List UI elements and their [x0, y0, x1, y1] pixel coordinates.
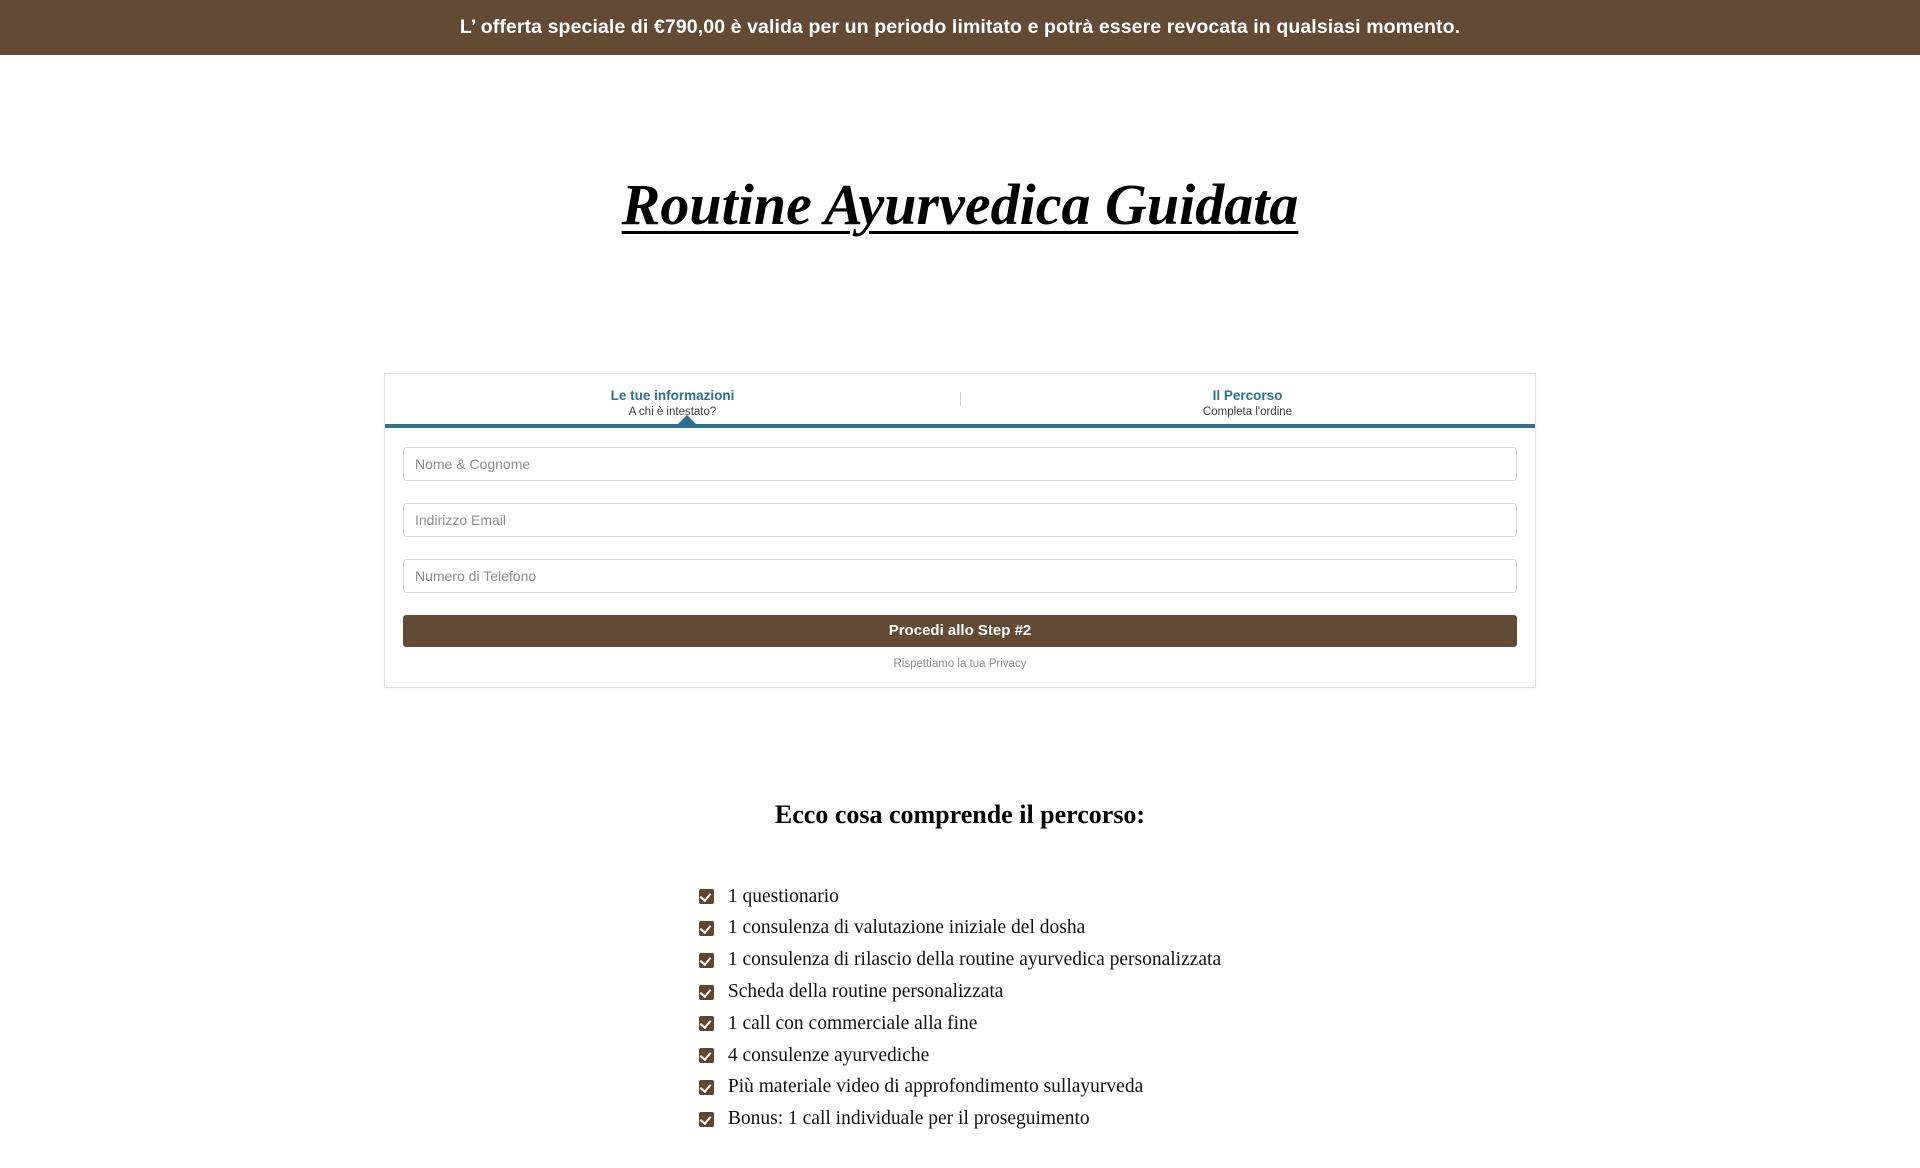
- list-item-label: 1 consulenza di valutazione iniziale del dosha: [727, 917, 1086, 939]
- full-name-input[interactable]: [403, 447, 1517, 481]
- check-icon: [699, 1048, 714, 1063]
- check-icon: [699, 889, 714, 904]
- list-item: [699, 1011, 1221, 1037]
- list-item: [699, 979, 1221, 1005]
- email-input[interactable]: [403, 503, 1517, 537]
- step-progress-fill: [385, 424, 1535, 428]
- list-item-label: 1 questionario: [727, 885, 839, 907]
- checkout-form: [385, 428, 1535, 687]
- list-item: [699, 1074, 1221, 1100]
- list-item: [699, 1106, 1221, 1132]
- check-icon: [699, 1080, 714, 1095]
- list-item-label: 4 consulenze ayurvediche: [727, 1044, 930, 1066]
- list-item: [699, 884, 1221, 910]
- list-item-label: 1 call con commerciale alla fine: [727, 1012, 978, 1034]
- check-icon: [699, 953, 714, 968]
- step-2-the-path[interactable]: [960, 388, 1535, 424]
- step-2-subtitle: Completa l'ordine: [1202, 406, 1293, 419]
- step-progress-caret-icon: [678, 415, 696, 424]
- check-icon: [699, 1112, 714, 1127]
- phone-input[interactable]: [403, 559, 1517, 593]
- step-1-title: Le tue informazioni: [610, 387, 735, 403]
- step-1-your-information[interactable]: [385, 388, 960, 424]
- proceed-to-step-2-button[interactable]: Procedi allo Step #2: [403, 615, 1517, 647]
- step-1-subtitle: A chi è intestato?: [628, 406, 717, 419]
- list-item: [699, 947, 1221, 973]
- privacy-note: Rispettiamo la tua Privacy: [893, 657, 1027, 670]
- checkout-steps: [385, 374, 1535, 424]
- check-icon: [699, 985, 714, 1000]
- bottom-spacer: [0, 1138, 1920, 1168]
- hero-section: [0, 55, 1920, 276]
- includes-list: [699, 884, 1221, 1139]
- checkout-card-wrapper: [0, 373, 1920, 688]
- list-item: [699, 915, 1221, 941]
- includes-section: [0, 800, 1920, 1139]
- list-item-label: Bonus: 1 call individuale per il proseguimento: [727, 1108, 1090, 1130]
- page-title: Routine Ayurvedica Guidata: [621, 171, 1299, 237]
- list-item-label: Più materiale video di approfondimento sullayurveda: [727, 1076, 1144, 1098]
- includes-title: Ecco cosa comprende il percorso:: [774, 799, 1146, 829]
- checkout-card: [384, 373, 1536, 688]
- check-icon: [699, 1016, 714, 1031]
- step-2-title: Il Percorso: [1212, 387, 1283, 403]
- step-progress-track: [385, 424, 1535, 428]
- list-item-label: Scheda della routine personalizzata: [727, 980, 1004, 1002]
- announcement-text: L’ offerta speciale di €790,00 è valida per un periodo limitato e potrà essere revocata in qualsiasi momento.: [459, 16, 1461, 38]
- list-item-label: 1 consulenza di rilascio della routine ayurvedica personalizzata: [727, 949, 1222, 971]
- list-item: [699, 1043, 1221, 1069]
- announcement-bar: [0, 0, 1920, 55]
- check-icon: [699, 921, 714, 936]
